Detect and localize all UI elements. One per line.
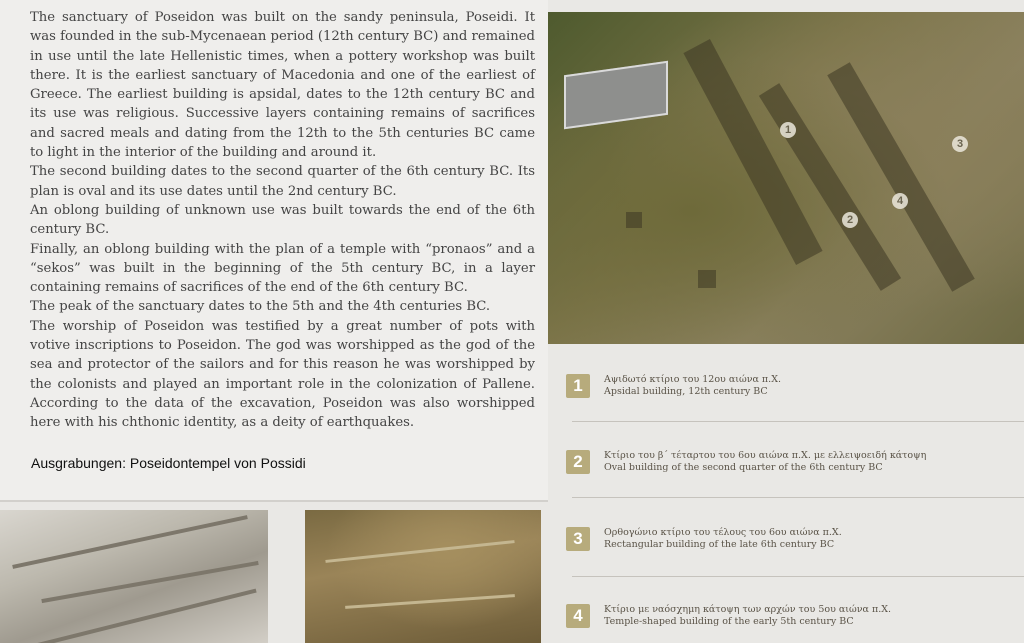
legend-english-text: Apsidal building, 12th century BC xyxy=(604,386,768,397)
text-panel xyxy=(0,0,548,500)
intro-text xyxy=(30,8,535,433)
excavation-photo-left xyxy=(0,510,268,643)
legend-greek-text: Ορθογώνιο κτίριο του τέλους του 6ου αιώνα π.Χ. xyxy=(604,527,842,538)
legend-divider xyxy=(572,576,1024,577)
legend-greek-text: Κτίριο του β΄ τέταρτου του 6ου αιώνα π.Χ. με ελλειψοειδή κάτοψη xyxy=(604,450,927,461)
excavation-photo-middle xyxy=(305,510,541,643)
wall-remains xyxy=(345,594,515,609)
intro-paragraph: The second building dates to the second quarter of the 6th century BC. Its plan is oval and its use dates until the 2nd century BC. xyxy=(30,164,535,199)
legend-english-text: Temple-shaped building of the early 5th century BC xyxy=(604,616,854,627)
wall-remains xyxy=(12,515,248,569)
trench xyxy=(626,212,642,228)
intro-paragraph: An oblong building of unknown use was built towards the end of the 6th century BC. xyxy=(30,202,535,238)
legend-english-text: Oval building of the second quarter of the 6th century BC xyxy=(604,462,883,473)
legend-number: 3 xyxy=(566,527,590,551)
site-marker-1: 1 xyxy=(780,122,796,138)
site-marker-4: 4 xyxy=(892,193,908,209)
intro-paragraph: Finally, an oblong building with the plan of a temple with “pronaos” and a “sekos” was built in the beginning of the 5th century BC, in a layer containing remains of sacrifices of the end of the 6th century BC. xyxy=(30,241,535,296)
intro-paragraph: The worship of Poseidon was testified by a great number of pots with votive inscriptions to Poseidon. The god was worshipped as the god of the sea and protector of the sailors and for this reason he was worshipped by the colonists and played an important role in the colonization of Pallene. According to the data of the excavation, Poseidon was also worshipped here with his chthonic identity, as a deity of earthquakes. xyxy=(30,318,535,431)
legend-number: 4 xyxy=(566,604,590,628)
intro-paragraph: The peak of the sanctuary dates to the 5th and the 4th centuries BC. xyxy=(30,299,491,315)
legend-number: 2 xyxy=(566,450,590,474)
aerial-excavation-photo xyxy=(548,12,1024,344)
photo-caption: Ausgrabungen: Poseidontempel von Possidi xyxy=(31,455,306,471)
intro-paragraph: The sanctuary of Poseidon was built on the sandy peninsula, Poseidi. It was founded in the sub-Mycenaean period (12th century BC) and remained in use until the late Hellenistic times, when a pottery workshop was built there. It is the earliest sanctuary of Macedonia and one of the earliest of Greece. The earliest building is apsidal, dates to the 12th century BC and its use was religious. Successive layers containing remains of sacrifices and sacred meals and dating from the 12th to the 5th centuries BC came to light in the interior of the building and around it. xyxy=(30,10,535,161)
legend-number: 1 xyxy=(566,374,590,398)
trench xyxy=(698,270,716,288)
legend-divider xyxy=(572,497,1024,498)
divider xyxy=(0,500,548,502)
legend-greek-text: Αψιδωτό κτίριο του 12ου αιώνα π.Χ. xyxy=(604,374,781,385)
site-marker-2: 2 xyxy=(842,212,858,228)
site-marker-3: 3 xyxy=(952,136,968,152)
trench xyxy=(827,62,975,292)
modern-building xyxy=(564,61,668,130)
wall-remains xyxy=(325,540,514,563)
wall-remains xyxy=(3,589,256,643)
legend-greek-text: Κτίριο με ναόσχημη κάτοψη των αρχών του 5ου αιώνα π.Χ. xyxy=(604,604,892,615)
legend-divider xyxy=(572,421,1024,422)
legend-english-text: Rectangular building of the late 6th century BC xyxy=(604,539,835,550)
